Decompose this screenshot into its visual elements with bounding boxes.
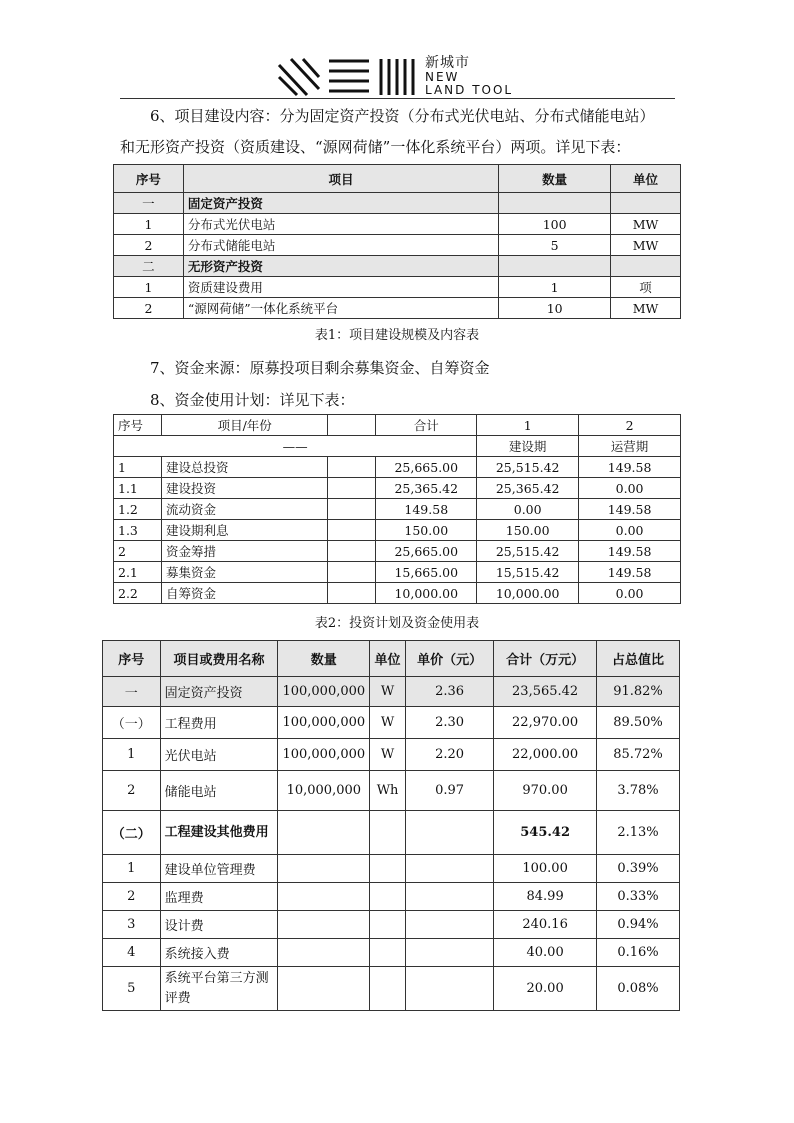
table-2-caption: 表2：投资计划及资金使用表 [314, 616, 480, 631]
t1-h-qty: 数量 [499, 165, 611, 193]
t3-no: 一 [103, 677, 161, 707]
t3-price: 2.20 [405, 739, 493, 771]
t2-h-y1: 1 [477, 415, 579, 436]
t2-y1: 0.00 [477, 499, 579, 520]
logo-cn: 新城市 [425, 55, 470, 71]
t2-no: 1 [114, 457, 162, 478]
t2-blank [328, 562, 376, 583]
t3-qty: 100,000,000 [278, 707, 370, 739]
t3-price [405, 855, 493, 883]
table-row [114, 541, 681, 562]
t2-total: 25,665.00 [376, 541, 477, 562]
t3-total: 100.00 [494, 855, 597, 883]
t3-qty: 100,000,000 [278, 739, 370, 771]
t3-pct: 0.94% [597, 911, 680, 939]
t1-item: “源网荷储”一体化系统平台 [183, 298, 498, 319]
t3-unit [370, 811, 406, 855]
t3-price [405, 967, 493, 1011]
t2-h-blank [328, 415, 376, 436]
t2-no: 2 [114, 541, 162, 562]
t2-y2: 149.58 [579, 457, 681, 478]
t3-pct: 3.78% [597, 771, 680, 811]
table-row [103, 739, 680, 771]
t3-name: 设计费 [160, 911, 278, 939]
table-3 [102, 640, 680, 1011]
t2-h-total: 合计 [376, 415, 477, 436]
t3-qty: 100,000,000 [278, 677, 370, 707]
table-1-header [114, 165, 681, 193]
table-row [103, 771, 680, 811]
table-row [114, 478, 681, 499]
t2-h-y2: 2 [579, 415, 681, 436]
t1-item: 分布式光伏电站 [183, 214, 498, 235]
t1-no: 1 [114, 214, 184, 235]
t3-name: 光伏电站 [160, 739, 278, 771]
t2-item: 自筹资金 [161, 583, 328, 604]
t1-unit [611, 256, 681, 277]
t1-no: 一 [114, 193, 184, 214]
t1-qty [499, 256, 611, 277]
table-row [114, 193, 681, 214]
t2-item: 建设投资 [161, 478, 328, 499]
t3-no: 2 [103, 771, 161, 811]
t3-h-name: 项目或费用名称 [160, 641, 278, 677]
table-row [103, 677, 680, 707]
t3-total: 20.00 [494, 967, 597, 1011]
t1-unit: 项 [611, 277, 681, 298]
table-row [103, 939, 680, 967]
table-row [114, 583, 681, 604]
t3-price [405, 811, 493, 855]
t3-no: 5 [103, 967, 161, 1011]
t2-item: 流动资金 [161, 499, 328, 520]
t3-qty: 10,000,000 [278, 771, 370, 811]
t3-unit [370, 967, 406, 1011]
t2-no: 1.3 [114, 520, 162, 541]
t3-h-total: 合计（万元） [494, 641, 597, 677]
table-row [114, 457, 681, 478]
t3-price: 2.30 [405, 707, 493, 739]
t2-no: 1.1 [114, 478, 162, 499]
t2-item: 建设期利息 [161, 520, 328, 541]
t2-blank [328, 457, 376, 478]
t3-unit: W [370, 707, 406, 739]
t2-total: 150.00 [376, 520, 477, 541]
t1-unit [611, 193, 681, 214]
t1-h-unit: 单位 [611, 165, 681, 193]
t2-total: 10,000.00 [376, 583, 477, 604]
t2-blank [328, 520, 376, 541]
para-6-line2: 和无形资产投资（资质建设、“源网荷储”一体化系统平台）两项。详见下表： [120, 138, 631, 156]
t3-qty [278, 939, 370, 967]
t3-no: 4 [103, 939, 161, 967]
t3-unit [370, 911, 406, 939]
t2-blank [328, 499, 376, 520]
t1-qty [499, 193, 611, 214]
t3-no: 1 [103, 739, 161, 771]
t3-total: 22,970.00 [494, 707, 597, 739]
table-row [103, 811, 680, 855]
t3-name: 系统平台第三方测评费 [160, 967, 278, 1011]
t3-unit [370, 939, 406, 967]
t1-no: 2 [114, 235, 184, 256]
t1-qty: 100 [499, 214, 611, 235]
table-row [103, 883, 680, 911]
table-row [114, 520, 681, 541]
t3-total: 970.00 [494, 771, 597, 811]
t1-item: 资质建设费用 [183, 277, 498, 298]
t2-y2: 149.58 [579, 562, 681, 583]
t2-total: 25,365.42 [376, 478, 477, 499]
t1-h-no: 序号 [114, 165, 184, 193]
t3-h-pct: 占总值比 [597, 641, 680, 677]
t2-sub-dash: —— [114, 436, 477, 457]
t2-total: 25,665.00 [376, 457, 477, 478]
t1-item: 固定资产投资 [183, 193, 498, 214]
t3-h-qty: 数量 [278, 641, 370, 677]
t3-qty [278, 855, 370, 883]
t3-h-unit: 单位 [370, 641, 406, 677]
t1-qty: 1 [499, 277, 611, 298]
t3-unit: W [370, 739, 406, 771]
t3-pct: 91.82% [597, 677, 680, 707]
t1-no: 2 [114, 298, 184, 319]
t2-item: 资金筹措 [161, 541, 328, 562]
t3-pct: 0.16% [597, 939, 680, 967]
t1-item: 分布式储能电站 [183, 235, 498, 256]
t3-no: 1 [103, 855, 161, 883]
t3-name: 固定资产投资 [160, 677, 278, 707]
table-row [114, 235, 681, 256]
t3-no: （一） [103, 707, 161, 739]
para-6-line1: 6、项目建设内容：分为固定资产投资（分布式光伏电站、分布式储能电站） [150, 107, 655, 125]
t3-price: 0.97 [405, 771, 493, 811]
table-row [114, 256, 681, 277]
t2-no: 1.2 [114, 499, 162, 520]
logo-en-2: LAND TOOL [425, 83, 514, 97]
t3-qty [278, 811, 370, 855]
t3-total: 40.00 [494, 939, 597, 967]
t2-total: 149.58 [376, 499, 477, 520]
t2-y2: 0.00 [579, 520, 681, 541]
table-row [103, 911, 680, 939]
t3-name: 工程费用 [160, 707, 278, 739]
t2-y1: 25,365.42 [477, 478, 579, 499]
t3-no: 3 [103, 911, 161, 939]
t3-name: 系统接入费 [160, 939, 278, 967]
t1-h-item: 项目 [183, 165, 498, 193]
t2-y2: 149.58 [579, 499, 681, 520]
logo-en-1: NEW [425, 70, 460, 84]
t3-name: 建设单位管理费 [160, 855, 278, 883]
t3-unit: W [370, 677, 406, 707]
t3-price [405, 911, 493, 939]
t3-unit [370, 855, 406, 883]
t2-no: 2.2 [114, 583, 162, 604]
table-row [114, 277, 681, 298]
t2-y1: 150.00 [477, 520, 579, 541]
table-row [114, 562, 681, 583]
para-7: 7、资金来源：原募投项目剩余募集资金、自筹资金 [150, 359, 490, 377]
t2-total: 15,665.00 [376, 562, 477, 583]
t2-y2: 149.58 [579, 541, 681, 562]
t2-y2: 0.00 [579, 583, 681, 604]
t3-name: 工程建设其他费用 [160, 811, 278, 855]
t2-h-item: 项目/年份 [161, 415, 328, 436]
t3-pct: 2.13% [597, 811, 680, 855]
t2-sub-operation: 运营期 [579, 436, 681, 457]
t2-sub-construction: 建设期 [477, 436, 579, 457]
table-row [114, 298, 681, 319]
t3-qty [278, 967, 370, 1011]
t1-unit: MW [611, 214, 681, 235]
table-3-header [103, 641, 680, 677]
t2-y1: 10,000.00 [477, 583, 579, 604]
t2-y1: 25,515.42 [477, 541, 579, 562]
header-rule [120, 98, 675, 99]
t1-qty: 10 [499, 298, 611, 319]
t3-h-no: 序号 [103, 641, 161, 677]
table-1-caption: 表1：项目建设规模及内容表 [314, 328, 480, 343]
t1-qty: 5 [499, 235, 611, 256]
table-row [103, 707, 680, 739]
t2-blank [328, 583, 376, 604]
t2-y1: 25,515.42 [477, 457, 579, 478]
t2-item: 募集资金 [161, 562, 328, 583]
t1-no: 二 [114, 256, 184, 277]
t1-item: 无形资产投资 [183, 256, 498, 277]
para-8: 8、资金使用计划：详见下表： [150, 391, 355, 409]
t3-total: 240.16 [494, 911, 597, 939]
t3-qty [278, 911, 370, 939]
t2-y2: 0.00 [579, 478, 681, 499]
t3-qty [278, 883, 370, 911]
t3-total: 22,000.00 [494, 739, 597, 771]
t3-price: 2.36 [405, 677, 493, 707]
t3-pct: 0.08% [597, 967, 680, 1011]
t2-blank [328, 478, 376, 499]
t1-unit: MW [611, 298, 681, 319]
t3-pct: 89.50% [597, 707, 680, 739]
table-row [114, 499, 681, 520]
t1-no: 1 [114, 277, 184, 298]
table-2 [113, 414, 681, 604]
t3-total: 84.99 [494, 883, 597, 911]
t3-price [405, 939, 493, 967]
logo-text [425, 55, 513, 97]
t2-item: 建设总投资 [161, 457, 328, 478]
t3-no: 2 [103, 883, 161, 911]
t1-unit: MW [611, 235, 681, 256]
t2-y1: 15,515.42 [477, 562, 579, 583]
t3-price [405, 883, 493, 911]
table-row [114, 214, 681, 235]
table-2-subheader [114, 436, 681, 457]
t3-h-price: 单价（元） [405, 641, 493, 677]
t3-total: 23,565.42 [494, 677, 597, 707]
t2-blank [328, 541, 376, 562]
table-row [103, 855, 680, 883]
table-row [103, 967, 680, 1011]
t3-pct: 0.39% [597, 855, 680, 883]
t3-no: （二） [103, 811, 161, 855]
t2-no: 2.1 [114, 562, 162, 583]
t3-pct: 0.33% [597, 883, 680, 911]
t3-total: 545.42 [494, 811, 597, 855]
t3-name: 储能电站 [160, 771, 278, 811]
t3-name: 监理费 [160, 883, 278, 911]
t3-unit: Wh [370, 771, 406, 811]
t2-h-no: 序号 [114, 415, 162, 436]
t3-pct: 85.72% [597, 739, 680, 771]
t3-unit [370, 883, 406, 911]
table-2-header [114, 415, 681, 436]
table-1 [113, 164, 681, 319]
